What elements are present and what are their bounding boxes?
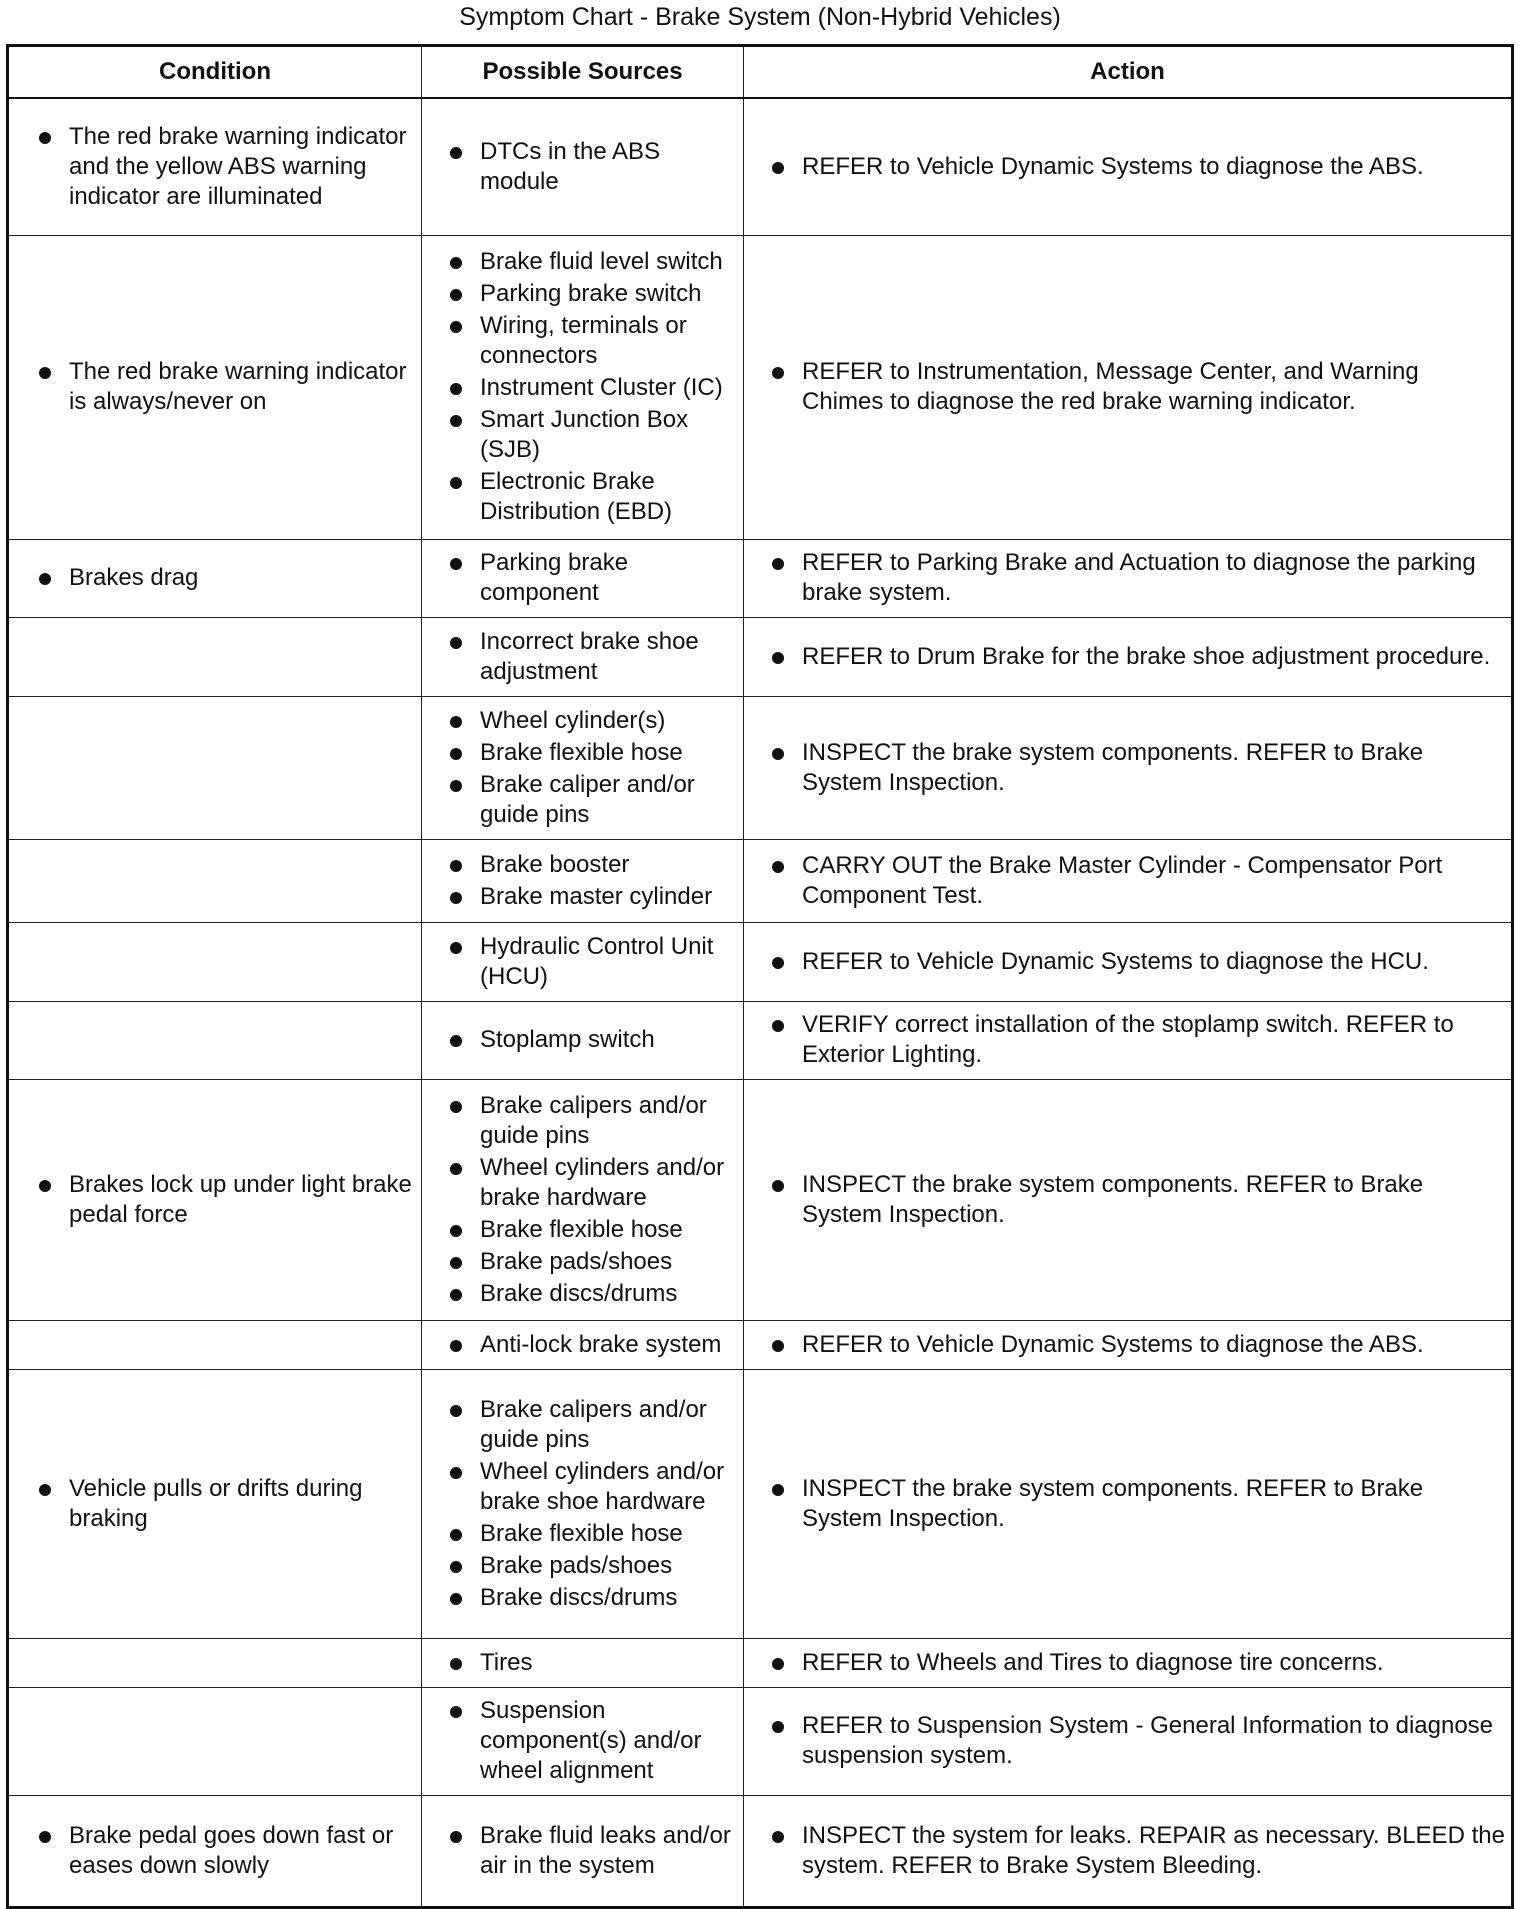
source-item: Wheel cylinder(s) — [452, 706, 737, 736]
header-action: Action — [744, 46, 1513, 99]
action-text: REFER to Parking Brake and Actuation to diagnose the parking brake system. — [774, 548, 1505, 608]
action-list — [744, 845, 1511, 917]
source-item: Parking brake switch — [452, 279, 737, 309]
condition-cell — [8, 539, 422, 617]
source-item: Brake caliper and/or guide pins — [452, 770, 737, 830]
action-cell — [744, 539, 1513, 617]
source-item: Tires — [452, 1648, 737, 1678]
table-row — [8, 696, 1513, 839]
action-list — [744, 1642, 1511, 1684]
header-possible-sources: Possible Sources — [422, 46, 744, 99]
action-text: REFER to Vehicle Dynamic Systems to diagnose the ABS. — [774, 152, 1505, 182]
action-cell — [744, 922, 1513, 1001]
condition-text: Brakes lock up under light brake pedal force — [41, 1170, 415, 1230]
action-list — [744, 146, 1511, 188]
sources-list — [422, 131, 743, 203]
source-item: Brake booster — [452, 850, 737, 880]
symptom-chart-table — [6, 44, 1514, 1909]
action-cell — [744, 1638, 1513, 1687]
table-row — [8, 617, 1513, 696]
action-list — [744, 1004, 1511, 1076]
action-cell — [744, 617, 1513, 696]
action-text: REFER to Wheels and Tires to diagnose tire concerns. — [774, 1648, 1505, 1678]
action-list — [744, 542, 1511, 614]
condition-cell — [8, 1687, 422, 1795]
condition-text: Vehicle pulls or drifts during braking — [41, 1474, 415, 1534]
action-cell — [744, 1795, 1513, 1907]
sources-list — [422, 1642, 743, 1684]
source-item: Stoplamp switch — [452, 1025, 737, 1055]
action-cell — [744, 98, 1513, 235]
condition-cell — [8, 1079, 422, 1320]
source-item: Incorrect brake shoe adjustment — [452, 627, 737, 687]
source-item: Brake fluid level switch — [452, 247, 737, 277]
action-text: INSPECT the brake system components. REFER to Brake System Inspection. — [774, 1170, 1505, 1230]
condition-list — [9, 1815, 421, 1887]
sources-list — [422, 1815, 743, 1887]
condition-list — [9, 116, 421, 218]
condition-list — [9, 557, 421, 599]
action-list — [744, 1705, 1511, 1777]
sources-list — [422, 1019, 743, 1061]
condition-text: Brakes drag — [41, 563, 415, 593]
action-text: CARRY OUT the Brake Master Cylinder - Compensator Port Component Test. — [774, 851, 1505, 911]
sources-list — [422, 621, 743, 693]
action-cell — [744, 696, 1513, 839]
action-list — [744, 636, 1511, 678]
possible-sources-cell — [422, 98, 744, 235]
condition-text: The red brake warning indicator is always/never on — [41, 357, 415, 417]
source-item: Brake discs/drums — [452, 1279, 737, 1309]
sources-list — [422, 1324, 743, 1366]
sources-list — [422, 700, 743, 836]
possible-sources-cell — [422, 235, 744, 539]
condition-list — [9, 351, 421, 423]
source-item: Brake calipers and/or guide pins — [452, 1091, 737, 1151]
source-item: DTCs in the ABS module — [452, 137, 737, 197]
action-list — [744, 941, 1511, 983]
action-cell — [744, 839, 1513, 922]
condition-cell — [8, 1795, 422, 1907]
table-row — [8, 1001, 1513, 1079]
source-item: Wheel cylinders and/or brake hardware — [452, 1153, 737, 1213]
source-item: Brake master cylinder — [452, 882, 737, 912]
sources-list — [422, 1389, 743, 1619]
action-cell — [744, 1369, 1513, 1638]
action-text: INSPECT the system for leaks. REPAIR as necessary. BLEED the system. REFER to Brake System Bleeding. — [774, 1821, 1505, 1881]
action-text: VERIFY correct installation of the stoplamp switch. REFER to Exterior Lighting. — [774, 1010, 1505, 1070]
action-cell — [744, 1001, 1513, 1079]
condition-cell — [8, 1369, 422, 1638]
source-item: Wheel cylinders and/or brake shoe hardware — [452, 1457, 737, 1517]
sources-list — [422, 241, 743, 533]
possible-sources-cell — [422, 696, 744, 839]
condition-cell — [8, 696, 422, 839]
action-list — [744, 1164, 1511, 1236]
source-item: Brake pads/shoes — [452, 1247, 737, 1277]
possible-sources-cell — [422, 839, 744, 922]
source-item: Smart Junction Box (SJB) — [452, 405, 737, 465]
action-list — [744, 1815, 1511, 1887]
sources-list — [422, 1690, 743, 1792]
action-cell — [744, 235, 1513, 539]
table-row — [8, 1369, 1513, 1638]
condition-cell — [8, 235, 422, 539]
condition-cell — [8, 1320, 422, 1369]
table-row — [8, 1687, 1513, 1795]
possible-sources-cell — [422, 1687, 744, 1795]
table-row — [8, 235, 1513, 539]
source-item: Brake discs/drums — [452, 1583, 737, 1613]
table-row — [8, 1079, 1513, 1320]
source-item: Parking brake component — [452, 548, 737, 608]
condition-cell — [8, 98, 422, 235]
source-item: Brake pads/shoes — [452, 1551, 737, 1581]
table-row — [8, 1795, 1513, 1907]
source-item: Brake flexible hose — [452, 738, 737, 768]
condition-text: Brake pedal goes down fast or eases down slowly — [41, 1821, 415, 1881]
header-row — [8, 46, 1513, 99]
condition-cell — [8, 617, 422, 696]
action-text: INSPECT the brake system components. REFER to Brake System Inspection. — [774, 738, 1505, 798]
source-item: Anti-lock brake system — [452, 1330, 737, 1360]
sources-list — [422, 1085, 743, 1315]
action-text: REFER to Vehicle Dynamic Systems to diagnose the HCU. — [774, 947, 1505, 977]
action-cell — [744, 1320, 1513, 1369]
table-row — [8, 922, 1513, 1001]
action-text: REFER to Instrumentation, Message Center, and Warning Chimes to diagnose the red brake warning indicator. — [774, 357, 1505, 417]
possible-sources-cell — [422, 1320, 744, 1369]
table-row — [8, 98, 1513, 235]
possible-sources-cell — [422, 539, 744, 617]
possible-sources-cell — [422, 1638, 744, 1687]
sources-list — [422, 844, 743, 918]
source-item: Instrument Cluster (IC) — [452, 373, 737, 403]
header-condition: Condition — [8, 46, 422, 99]
action-text: INSPECT the brake system components. REFER to Brake System Inspection. — [774, 1474, 1505, 1534]
sources-list — [422, 542, 743, 614]
table-row — [8, 1638, 1513, 1687]
possible-sources-cell — [422, 1795, 744, 1907]
action-list — [744, 1468, 1511, 1540]
possible-sources-cell — [422, 922, 744, 1001]
sources-list — [422, 926, 743, 998]
source-item: Electronic Brake Distribution (EBD) — [452, 467, 737, 527]
table-row — [8, 539, 1513, 617]
condition-cell — [8, 922, 422, 1001]
action-list — [744, 732, 1511, 804]
possible-sources-cell — [422, 1079, 744, 1320]
action-text: REFER to Vehicle Dynamic Systems to diagnose the ABS. — [774, 1330, 1505, 1360]
action-text: REFER to Drum Brake for the brake shoe adjustment procedure. — [774, 642, 1505, 672]
possible-sources-cell — [422, 1369, 744, 1638]
action-list — [744, 351, 1511, 423]
action-list — [744, 1324, 1511, 1366]
table-row — [8, 1320, 1513, 1369]
action-cell — [744, 1079, 1513, 1320]
possible-sources-cell — [422, 617, 744, 696]
source-item: Brake flexible hose — [452, 1519, 737, 1549]
condition-cell — [8, 1638, 422, 1687]
source-item: Brake calipers and/or guide pins — [452, 1395, 737, 1455]
source-item: Wiring, terminals or connectors — [452, 311, 737, 371]
action-cell — [744, 1687, 1513, 1795]
action-text: REFER to Suspension System - General Information to diagnose suspension system. — [774, 1711, 1505, 1771]
condition-text: The red brake warning indicator and the yellow ABS warning indicator are illuminated — [41, 122, 415, 212]
condition-cell — [8, 1001, 422, 1079]
table-body — [8, 98, 1513, 1907]
source-item: Brake fluid leaks and/or air in the system — [452, 1821, 737, 1881]
table-row — [8, 839, 1513, 922]
source-item: Hydraulic Control Unit (HCU) — [452, 932, 737, 992]
condition-list — [9, 1164, 421, 1236]
condition-list — [9, 1468, 421, 1540]
source-item: Brake flexible hose — [452, 1215, 737, 1245]
condition-cell — [8, 839, 422, 922]
possible-sources-cell — [422, 1001, 744, 1079]
source-item: Suspension component(s) and/or wheel alignment — [452, 1696, 737, 1786]
chart-title: Symptom Chart - Brake System (Non-Hybrid Vehicles) — [459, 3, 1061, 31]
